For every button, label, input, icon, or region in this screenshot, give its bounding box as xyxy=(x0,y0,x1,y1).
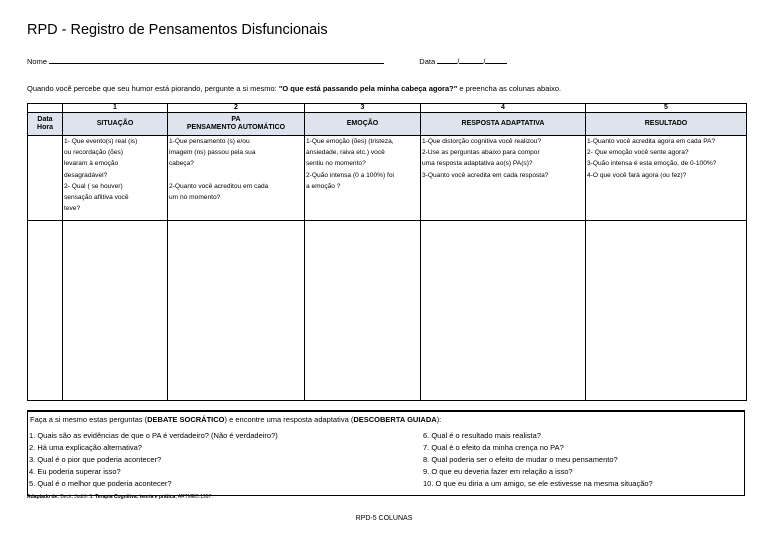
header-date-time: Data Hora xyxy=(28,113,63,136)
name-field[interactable] xyxy=(49,55,384,64)
entry-date-time[interactable] xyxy=(28,221,63,401)
source-credit: Adaptado de: Beck, Judith S. Terapia Cognitiva: teoria e prática, ARTMED:1997. xyxy=(27,494,213,500)
column-number-row xyxy=(28,104,747,113)
entry-row xyxy=(28,221,747,401)
header-result: RESULTADO xyxy=(586,113,747,136)
socratic-question: 7. Qual é o efeito da minha crença no PA? xyxy=(423,443,564,452)
header-adaptive-response: RESPOSTA ADAPTATIVA xyxy=(421,113,586,136)
column-number: 5 xyxy=(586,104,747,113)
socratic-question: 8. Qual poderia ser o efeito de mudar o meu pensamento? xyxy=(423,455,618,464)
header-row xyxy=(28,113,747,136)
column-number: 4 xyxy=(421,104,586,113)
result-questions: 1-Quanto você acredita agora em cada PA? 2- Que emoção você sente agora? 3-Quão intensa é esta emoção, de 0-100%? 4-O que você fará agora (ou fez)? xyxy=(586,136,747,221)
socratic-questions-right xyxy=(423,430,653,490)
entry-automatic-thought[interactable] xyxy=(168,221,305,401)
name-date-line xyxy=(27,55,507,66)
date-time-cell[interactable] xyxy=(28,136,63,221)
document-title: RPD - Registro de Pensamentos Disfuncionais xyxy=(27,22,328,38)
automatic-thought-questions: 1-Que pensamento (s) e/ou imagem (ns) passou pela sua cabeça? 2-Quanto você acreditou em cada um no momento? xyxy=(168,136,305,221)
entry-emotion[interactable] xyxy=(305,221,421,401)
header-situation: SITUAÇÃO xyxy=(63,113,168,136)
socratic-questions-box xyxy=(27,410,745,496)
entry-adaptive-response[interactable] xyxy=(421,221,586,401)
adaptive-response-questions: 1-Que distorção cognitiva você realizou? 2-Use as perguntas abaixo para compor uma resposta adaptativa ao(s) PA(s)? 3-Quanto você acredita em cada resposta? xyxy=(421,136,586,221)
situation-questions: 1- Que evento(s) real (is) ou recordação (ões) levaram à emoção desagradável? 2- Qual ( se houver) sensação aflitiva você teve? xyxy=(63,136,168,221)
instruction-part: e preencha as colunas abaixo. xyxy=(457,84,562,93)
header-automatic-thought: PA PENSAMENTO AUTOMÁTICO xyxy=(168,113,305,136)
socratic-question: 9. O que eu deveria fazer em relação a isso? xyxy=(423,467,573,476)
thought-record-table xyxy=(27,103,747,401)
socratic-question: 1. Quais são as evidências de que o PA é verdadeiro? (Não é verdadeiro?) xyxy=(29,431,278,440)
column-number-blank xyxy=(28,104,63,113)
date-year-field[interactable] xyxy=(485,55,507,64)
socratic-questions-left xyxy=(29,430,278,490)
question-row xyxy=(28,136,747,221)
instruction-text xyxy=(27,84,561,93)
socratic-question: 6. Qual é o resultado mais realista? xyxy=(423,431,541,440)
date-separator: / xyxy=(483,57,486,66)
socratic-question: 4. Eu poderia superar isso? xyxy=(29,467,121,476)
entry-situation[interactable] xyxy=(63,221,168,401)
column-number: 2 xyxy=(168,104,305,113)
socratic-intro: Faça a si mesmo estas perguntas (DEBATE SOCRÁTICO) e encontre uma resposta adaptativa (DESCOBERTA GUIADA): xyxy=(30,415,442,424)
socratic-question: 3. Qual é o pior que poderia acontecer? xyxy=(29,455,162,464)
date-day-field[interactable] xyxy=(437,55,460,66)
socratic-question: 2. Há uma explicação alternativa? xyxy=(29,443,142,452)
emotion-questions: 1-Que emoção (ões) (tristeza, ansiedade, raiva etc.) você sentiu no momento? 2-Quão intensa (0 a 100%) foi a emoção ? xyxy=(305,136,421,221)
date-separator: / xyxy=(457,57,460,66)
instruction-part: Quando você percebe que seu humor está piorando, pergunte a si mesmo: xyxy=(27,84,279,93)
socratic-question: 10. O que eu diria a um amigo, se ele estivesse na mesma situação? xyxy=(423,479,653,488)
date-month-field[interactable] xyxy=(459,55,486,66)
name-label: Nome xyxy=(27,57,48,66)
date-label: Data xyxy=(419,57,436,66)
column-number: 1 xyxy=(63,104,168,113)
column-number: 3 xyxy=(305,104,421,113)
header-emotion: EMOÇÃO xyxy=(305,113,421,136)
socratic-question: 5. Qual é o melhor que poderia acontecer? xyxy=(29,479,172,488)
page-footer: RPD-5 COLUNAS xyxy=(355,515,413,522)
entry-result[interactable] xyxy=(586,221,747,401)
instruction-question: "O que está passando pela minha cabeça agora?" xyxy=(278,84,458,93)
